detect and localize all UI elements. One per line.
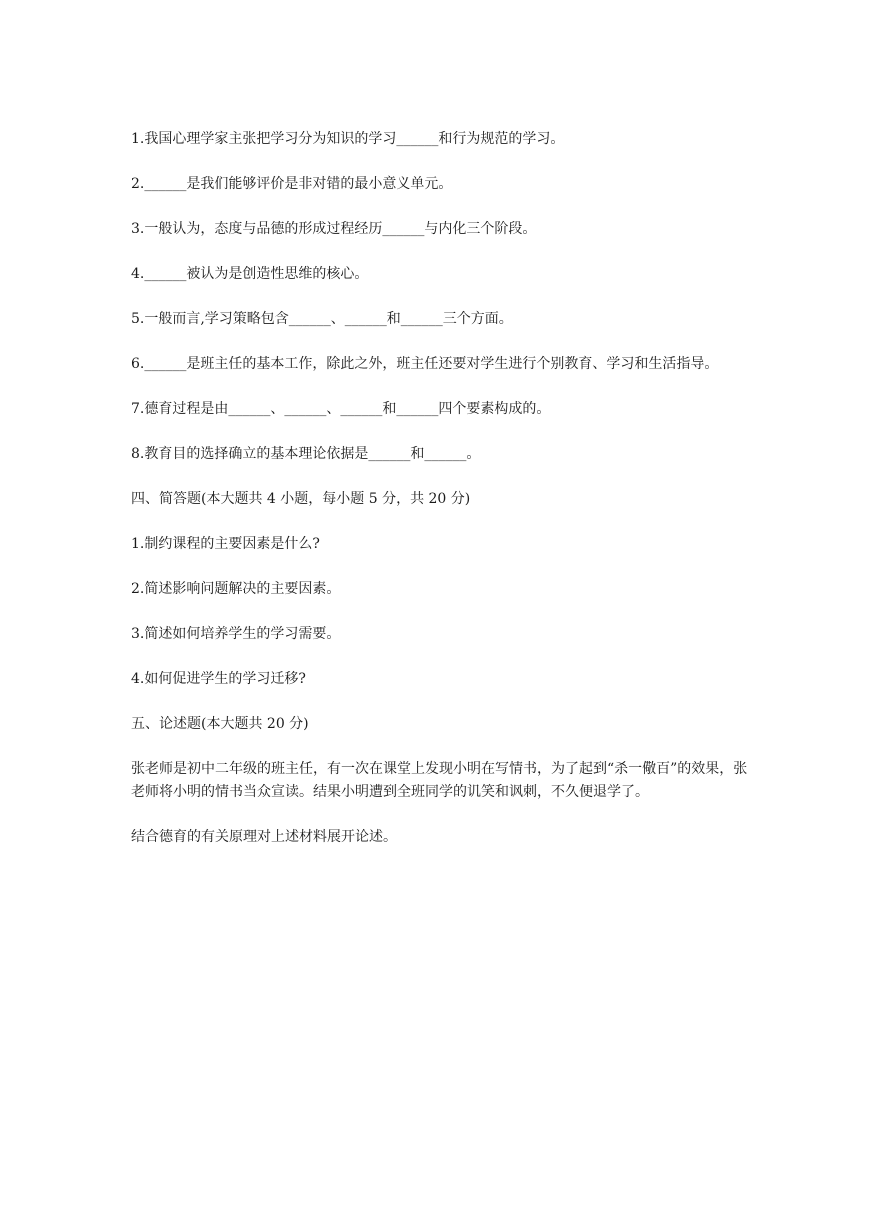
fill-blank-question-7: 7.德育过程是由______、______、______和______四个要素构成的。 [131, 401, 551, 417]
short-answer-question-3: 3.简述如何培养学生的学习需要。 [131, 626, 341, 642]
fill-blank-question-8: 8.教育目的选择确立的基本理论依据是______和______。 [131, 446, 481, 462]
fill-blank-question-5: 5.一般而言,学习策略包含______、______和______三个方面。 [131, 311, 513, 327]
essay-prompt: 结合德育的有关原理对上述材料展开论述。 [131, 829, 397, 845]
short-answer-question-2: 2.简述影响问题解决的主要因素。 [131, 581, 341, 597]
fill-blank-question-1: 1.我国心理学家主张把学习分为知识的学习______和行为规范的学习。 [131, 131, 565, 147]
short-answer-question-4: 4.如何促进学生的学习迁移? [131, 671, 306, 687]
section-4-heading: 四、简答题(本大题共 4 小题，每小题 5 分，共 20 分) [131, 491, 471, 507]
fill-blank-question-6: 6.______是班主任的基本工作，除此之外，班主任还要对学生进行个别教育、学习和生活指导。 [131, 356, 719, 372]
exam-page [131, 128, 751, 871]
section-5-heading: 五、论述题(本大题共 20 分) [131, 716, 309, 732]
essay-material: 张老师是初中二年级的班主任，有一次在课堂上发现小明在写情书，为了起到“杀一儆百”的效果，张老师将小明的情书当众宣读。结果小明遭到全班同学的讥笑和讽刺，不久便退学了。 [131, 761, 748, 800]
fill-blank-question-4: 4.______被认为是创造性思维的核心。 [131, 266, 369, 282]
fill-blank-question-3: 3.一般认为，态度与品德的形成过程经历______与内化三个阶段。 [131, 221, 537, 237]
fill-blank-question-2: 2.______是我们能够评价是非对错的最小意义单元。 [131, 176, 453, 192]
short-answer-question-1: 1.制约课程的主要因素是什么? [131, 536, 320, 552]
